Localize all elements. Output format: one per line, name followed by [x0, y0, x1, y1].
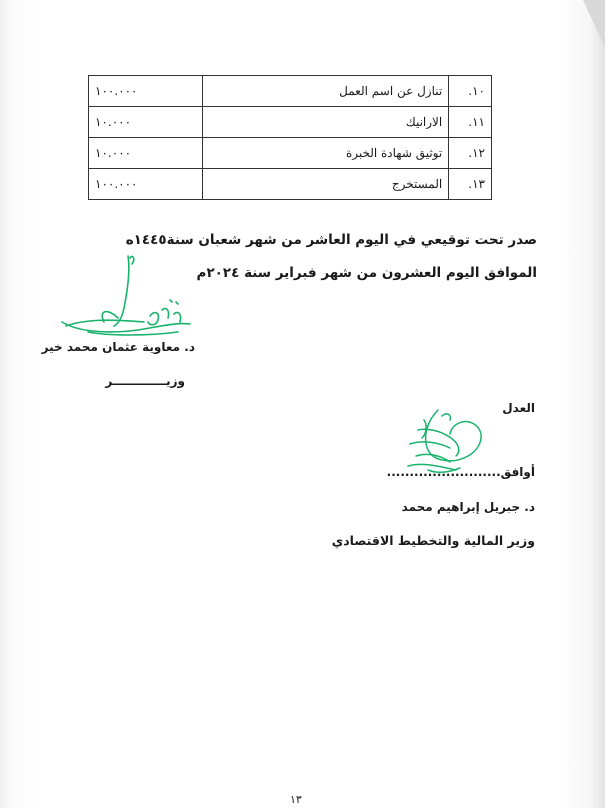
fee-amount: ١٠.٠٠٠ [89, 138, 203, 169]
table-row [89, 107, 492, 138]
fee-description: توثيق شهادة الخبرة [203, 138, 449, 169]
decree-line-1: صدر تحت توقيعي في اليوم العاشر من شهر شعبان سنة١٤٤٥ه [125, 232, 537, 248]
decree-line-2: الموافق اليوم العشرون من شهر فبراير سنة ٢٠٢٤م [196, 265, 537, 281]
table-row [89, 76, 492, 107]
fee-description: الارانيك [203, 107, 449, 138]
table-row [89, 138, 492, 169]
finance-minister-title: وزير المالية والتخطيط الاقتصادي [331, 533, 535, 548]
row-number: ١١. [449, 107, 492, 138]
row-number: ١٣. [449, 169, 492, 200]
fee-table [88, 75, 492, 200]
table-row [89, 169, 492, 200]
row-number: ١٢. [449, 138, 492, 169]
finance-minister-name: د. جبريل إبراهيم محمد [401, 500, 535, 514]
minister-signature [58, 248, 198, 343]
page-corner-fold [583, 0, 605, 48]
fee-description: المستخرج [203, 169, 449, 200]
fee-description: تنازل عن اسم العمل [203, 76, 449, 107]
justice-heading: العدل [502, 401, 535, 415]
minister-title: وزيـــــــــــــر [105, 374, 185, 388]
minister-name: د. معاوية عثمان محمد خير [41, 340, 195, 354]
page-number: ١٣ [290, 793, 302, 806]
row-number: ١٠. [449, 76, 492, 107]
fee-amount: ١٠.٠٠٠ [89, 107, 203, 138]
fee-amount: ١٠٠.٠٠٠ [89, 169, 203, 200]
approval-line: أوافق......................... [386, 465, 535, 479]
fee-amount: ١٠٠.٠٠٠ [89, 76, 203, 107]
